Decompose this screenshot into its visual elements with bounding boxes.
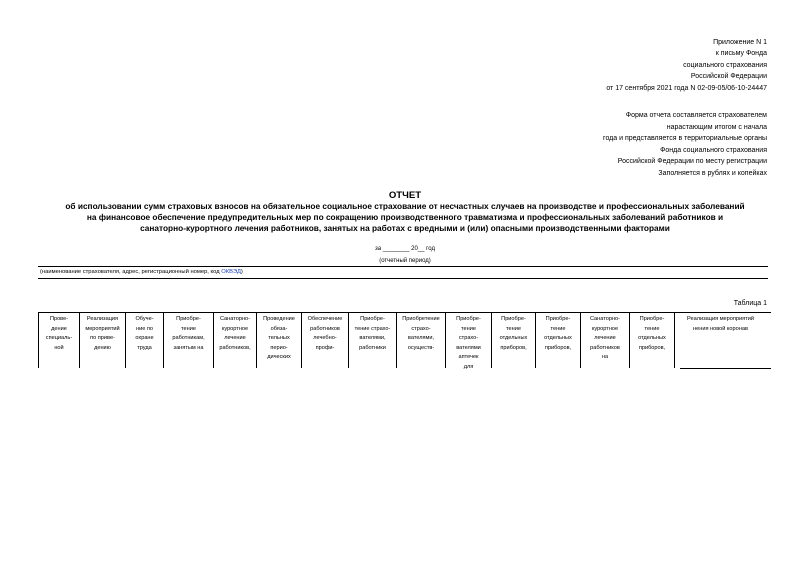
report-title bbox=[30, 190, 780, 202]
header-line: перио- bbox=[270, 344, 288, 351]
table-header-cell bbox=[80, 312, 126, 368]
table-header-cell bbox=[349, 312, 397, 368]
table-header-cell bbox=[492, 312, 536, 368]
instruction-line: нарастающим итогом с начала bbox=[666, 123, 767, 131]
subtitle-line: санаторно-курортного лечения работников, занятых на работах с вредными и (или) опасными производственными факторами bbox=[140, 223, 670, 233]
table-header-text bbox=[81, 315, 124, 353]
table-header-cell bbox=[630, 312, 675, 368]
header-line: приборов, bbox=[544, 344, 572, 351]
header-line: аптечек bbox=[458, 354, 479, 361]
header-line: тение bbox=[550, 325, 566, 332]
okved-link[interactable]: ОКВЭД bbox=[221, 269, 241, 275]
table-header-cell bbox=[446, 312, 492, 368]
header-line: Обуче- bbox=[135, 316, 154, 322]
table-header-text bbox=[676, 315, 765, 334]
subtitle-line: об использовании сумм страховых взносов на обязательное социальное страхование от несчастных случаев на производстве и профессиональных заболеваний bbox=[65, 201, 745, 211]
header-line: Реализация bbox=[86, 316, 119, 322]
table-header-text bbox=[165, 315, 212, 353]
header-line: на bbox=[601, 354, 609, 361]
table-header-cell bbox=[675, 312, 766, 368]
header-line: Приобре- bbox=[456, 316, 481, 322]
header-line: специаль- bbox=[45, 335, 73, 342]
table-header-text bbox=[447, 315, 490, 373]
table-header-cell bbox=[257, 312, 302, 368]
header-line: приборов, bbox=[638, 344, 666, 351]
header-line: Приобре- bbox=[501, 316, 526, 322]
header-line: курортное bbox=[221, 325, 249, 332]
header-line: дение bbox=[51, 325, 67, 332]
period-caption: (отчетный период) bbox=[379, 258, 431, 264]
insurer-name-line bbox=[38, 266, 768, 267]
header-line: работников bbox=[310, 325, 340, 332]
insurer-caption-prefix: (наименование страхователя, адрес, регистрационный номер, код bbox=[40, 269, 222, 275]
header-line: отдельных bbox=[499, 335, 528, 342]
header-line: лечение bbox=[224, 335, 246, 342]
report-title-text: ОТЧЕТ bbox=[388, 190, 422, 201]
instruction-line: года и представляется в территориальные органы bbox=[603, 135, 767, 143]
header-line: тение bbox=[461, 325, 476, 332]
header-line: работников bbox=[590, 344, 620, 351]
header-line: курортное bbox=[591, 325, 619, 332]
header-line: нения новой коронав bbox=[693, 325, 748, 332]
header-line: по приве- bbox=[90, 335, 115, 342]
table-header-text bbox=[493, 315, 534, 353]
table-header-cell bbox=[214, 312, 257, 368]
insurer-caption-suffix: ) bbox=[240, 269, 243, 275]
header-line: ние по bbox=[135, 325, 154, 332]
header-line: тение страхо- bbox=[354, 325, 391, 332]
table-header-cell bbox=[397, 312, 446, 368]
table-bottom-border bbox=[680, 368, 771, 369]
header-line: тение bbox=[181, 325, 196, 332]
report-subtitle bbox=[30, 201, 780, 234]
table-header-text bbox=[582, 315, 628, 363]
table-header-text bbox=[537, 315, 579, 353]
header-line: Приобре- bbox=[639, 316, 665, 322]
appendix-line: социального страхования bbox=[683, 61, 767, 69]
table-header-text bbox=[258, 315, 300, 363]
header-line: тельных bbox=[268, 335, 290, 342]
header-line: Проведение bbox=[263, 316, 295, 322]
appendix-line: от 17 сентября 2021 года N 02-09-05/06-10-24447 bbox=[606, 84, 767, 92]
table-header-text bbox=[398, 315, 444, 353]
period-field[interactable]: за ________ 20__ год bbox=[375, 246, 435, 252]
header-line: мероприятий bbox=[85, 325, 120, 332]
header-line: работники bbox=[359, 344, 386, 351]
header-line: осуществ- bbox=[407, 344, 435, 351]
appendix-reference bbox=[606, 37, 767, 94]
table-header-cell bbox=[38, 312, 80, 368]
header-line: Реализация мероприятий bbox=[687, 316, 754, 322]
header-line: страхо- bbox=[411, 325, 431, 332]
subtitle-line: на финансовое обеспечение предупредительных мер по сокращению производственного травматизма и профессиональных заболеваний работников и bbox=[86, 212, 724, 222]
header-line: тение bbox=[506, 325, 521, 332]
divider-line bbox=[38, 278, 768, 279]
form-instructions bbox=[603, 110, 767, 180]
header-line: тение bbox=[644, 325, 660, 332]
header-line: охране bbox=[135, 335, 154, 342]
header-line: дению bbox=[94, 344, 111, 351]
appendix-line: Приложение N 1 bbox=[713, 39, 767, 46]
header-line: профи- bbox=[315, 344, 335, 351]
table-header-text bbox=[127, 315, 162, 353]
header-line: дических bbox=[267, 354, 291, 361]
header-line: страхо- bbox=[458, 335, 479, 342]
header-line: Санаторно- bbox=[219, 316, 251, 322]
table-label: Таблица 1 bbox=[733, 300, 767, 307]
header-line: Санаторно- bbox=[589, 316, 621, 322]
table-1 bbox=[38, 312, 771, 368]
header-line: Прове- bbox=[49, 316, 69, 322]
header-line: лечебно- bbox=[313, 335, 337, 342]
header-line: вателями, bbox=[407, 335, 435, 342]
reporting-period bbox=[30, 243, 780, 267]
header-line: вателями, bbox=[359, 335, 386, 342]
header-line: отдельных bbox=[638, 335, 666, 342]
table-header-text bbox=[215, 315, 255, 353]
header-line: Приобретение bbox=[402, 316, 440, 322]
header-line: лечение bbox=[594, 335, 616, 342]
instruction-line: Форма отчета составляется страхователем bbox=[625, 112, 767, 119]
header-line: отдельных bbox=[544, 335, 572, 342]
header-line: ной bbox=[54, 344, 64, 351]
header-line: Приобре- bbox=[545, 316, 571, 322]
table-header-cell bbox=[302, 312, 349, 368]
header-line: труда bbox=[137, 344, 152, 351]
table-header-text bbox=[631, 315, 673, 353]
insurer-caption bbox=[40, 268, 243, 277]
table-header-text bbox=[350, 315, 395, 353]
header-line: Приобре- bbox=[360, 316, 385, 322]
table-header-text bbox=[303, 315, 347, 353]
table-header-cell bbox=[164, 312, 214, 368]
table-header-cell bbox=[581, 312, 630, 368]
header-line: обяза- bbox=[270, 325, 288, 332]
header-line: вателями bbox=[456, 344, 481, 351]
appendix-line: к письму Фонда bbox=[715, 50, 767, 58]
header-line: для bbox=[463, 363, 474, 370]
header-line: работников, bbox=[219, 344, 251, 351]
header-line: Приобре- bbox=[176, 316, 201, 322]
instruction-line: Российской Федерации по месту регистрации bbox=[617, 158, 767, 166]
header-line: Обеспечение bbox=[307, 316, 343, 322]
appendix-line: Российской Федерации bbox=[690, 73, 767, 81]
instruction-line: Заполняется в рублях и копейках bbox=[658, 169, 767, 177]
table-header-cell bbox=[126, 312, 164, 368]
instruction-line: Фонда социального страхования bbox=[660, 146, 767, 154]
header-line: работникам, bbox=[172, 335, 205, 342]
header-line: занятым на bbox=[173, 344, 204, 351]
table-header-cell bbox=[536, 312, 581, 368]
header-line: приборов, bbox=[500, 344, 527, 351]
table-header-text bbox=[40, 315, 78, 353]
